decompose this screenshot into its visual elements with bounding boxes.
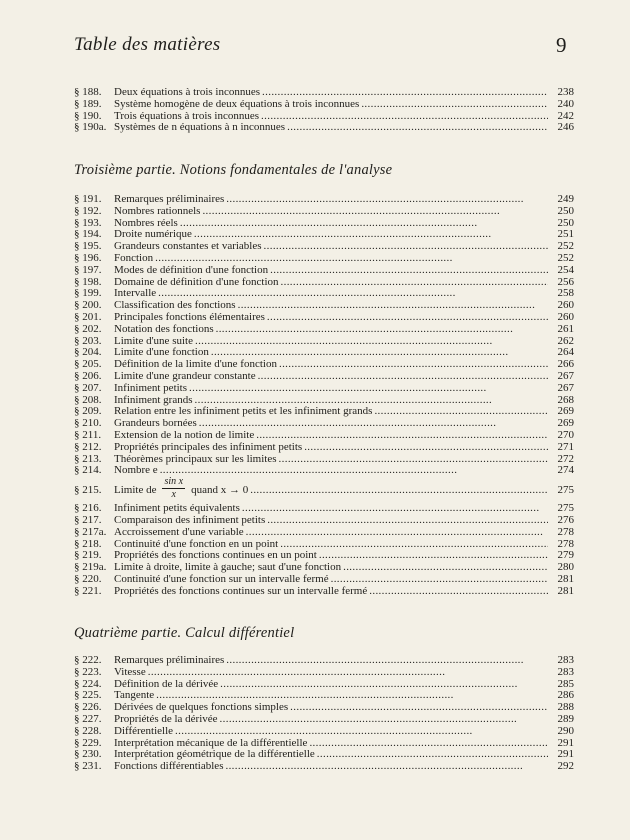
page-ref: 267 — [557, 381, 574, 394]
part-three-title: Troisième partie. Notions fondamentales de l'analyse — [74, 162, 393, 178]
section-number: § 206. — [74, 369, 102, 382]
page-number: 9 — [556, 33, 567, 57]
section-number: § 193. — [74, 216, 102, 229]
entry-title: Propriétés de la dérivée — [114, 712, 218, 725]
toc-entry — [74, 371, 574, 383]
entry-title: Nombres rationnels — [114, 204, 201, 217]
entry-title: Fonction — [114, 251, 154, 264]
entry-title: Interprétation géométrique de la différentielle — [114, 748, 315, 761]
entry-title: Limite d'une fonction — [114, 346, 209, 359]
entry-title: Accroissement d'une variable — [114, 525, 244, 538]
entry-title: Grandeurs bornées — [114, 417, 197, 430]
toc-entry — [74, 527, 574, 539]
leader-dots — [160, 465, 548, 477]
toc-entry — [74, 265, 574, 277]
page-ref: 275 — [557, 502, 574, 515]
section-number: § 229. — [74, 736, 102, 749]
page-ref: 242 — [557, 109, 574, 122]
entry-title: Limite d'une grandeur constante — [114, 369, 256, 382]
entry-title: Extension de la notion de limite — [114, 428, 255, 441]
entry-title: Dérivées de quelques fonctions simples — [114, 701, 289, 714]
page-header-title: Table des matières — [74, 34, 221, 55]
leader-dots — [287, 122, 548, 134]
page-ref: 288 — [557, 701, 574, 714]
entry-title: Interprétation mécanique de la différentielle — [114, 736, 308, 749]
leader-dots — [189, 383, 548, 395]
page-ref: 268 — [557, 393, 574, 406]
entry-title: Vitesse — [114, 665, 146, 678]
page-ref: 269 — [557, 405, 574, 418]
leader-dots — [220, 679, 548, 691]
page-ref: 278 — [557, 537, 574, 550]
section-number: § 192. — [74, 204, 102, 217]
page-ref: 291 — [557, 748, 574, 761]
entry-title: Définition de la limite d'une fonction — [114, 358, 277, 371]
page-ref: 250 — [557, 216, 574, 229]
entry-title: Limite d'une suite — [114, 334, 193, 347]
toc-entry — [74, 206, 574, 218]
page-ref: 283 — [557, 665, 574, 678]
leader-dots — [309, 738, 548, 750]
page-ref: 270 — [557, 428, 574, 441]
leader-dots — [195, 336, 548, 348]
toc-entry — [74, 477, 574, 503]
entry-title: Infiniment petits équivalents — [114, 502, 240, 515]
page-ref: 271 — [557, 440, 574, 453]
section-number: § 201. — [74, 310, 102, 323]
section-number: § 218. — [74, 537, 102, 550]
entry-title: Notation des fonctions — [114, 322, 214, 335]
section-number: § 199. — [74, 287, 102, 300]
section-number: § 226. — [74, 701, 102, 714]
entry-title: Définition de la dérivée — [114, 677, 219, 690]
entry-title: Tangente — [114, 689, 155, 702]
page-ref: 280 — [557, 561, 574, 574]
leader-dots — [175, 726, 548, 738]
page-ref: 250 — [557, 204, 574, 217]
page-ref: 272 — [557, 452, 574, 465]
page-ref: 274 — [557, 464, 574, 477]
toc-entry — [74, 574, 574, 586]
entry-title: Infiniment petits — [114, 381, 188, 394]
entry-title: Principales fonctions élémentaires — [114, 310, 265, 323]
section-number: § 211. — [74, 428, 102, 441]
page-ref: 266 — [557, 358, 574, 371]
leader-dots — [331, 574, 548, 586]
entry-title: Deux équations à trois inconnues — [114, 86, 261, 98]
page-ref: 286 — [557, 689, 574, 702]
leader-dots — [261, 111, 548, 123]
leader-dots — [281, 277, 549, 289]
leader-dots — [279, 454, 548, 466]
section-number: § 214. — [74, 464, 102, 477]
leader-dots — [155, 253, 548, 265]
leader-dots — [317, 749, 548, 761]
toc-entry — [74, 253, 574, 265]
leader-dots — [280, 539, 548, 551]
entry-title: Classification des fonctions — [114, 299, 236, 312]
section-number: § 207. — [74, 381, 102, 394]
section-number: § 190. — [74, 109, 102, 122]
section-number: § 221. — [74, 584, 102, 597]
toc-entry — [74, 667, 574, 679]
section-number: § 217. — [74, 513, 102, 526]
section-number: § 219a. — [74, 561, 107, 574]
section-number: § 230. — [74, 748, 102, 761]
leader-dots — [279, 359, 548, 371]
entry-title: Fonctions différentiables — [114, 760, 224, 773]
leader-dots — [290, 702, 548, 714]
section-number: § 209. — [74, 405, 102, 418]
section-number: § 208. — [74, 393, 102, 406]
entry-title: Trois équations à trois inconnues — [114, 109, 260, 122]
entry-title: Propriétés des fonctions continues sur un intervalle fermé — [114, 584, 368, 597]
leader-dots — [180, 218, 548, 230]
section-number: § 212. — [74, 440, 102, 453]
toc-entry — [74, 726, 574, 738]
leader-dots — [220, 714, 548, 726]
entry-title: Systèmes de n équations à n inconnues — [114, 121, 286, 134]
leader-dots — [258, 371, 548, 383]
toc-entry — [74, 312, 574, 324]
leader-dots — [256, 430, 548, 442]
leader-dots — [226, 194, 548, 206]
page-ref: 246 — [557, 121, 574, 134]
entry-title: Relation entre les infiniment petits et les infiniment grands — [114, 405, 373, 418]
entry-title: Différentielle — [114, 724, 174, 737]
fraction-numerator: sin x — [164, 476, 184, 488]
page-ref: 283 — [557, 654, 574, 666]
section-number: § 202. — [74, 322, 102, 335]
section-number: § 223. — [74, 665, 102, 678]
toc-entry — [74, 586, 574, 598]
entry-title: Nombres réels — [114, 216, 178, 229]
toc-part-three — [74, 194, 574, 598]
page-ref: 278 — [557, 525, 574, 538]
section-number: § 205. — [74, 358, 102, 371]
entry-title: Propriétés principales des infiniment petits — [114, 440, 303, 453]
leader-dots — [343, 562, 548, 574]
page-ref: 256 — [557, 275, 574, 288]
entry-title-prefix: Limite de — [114, 484, 157, 497]
fraction — [162, 477, 185, 500]
page-ref: 289 — [557, 712, 574, 725]
page-ref: 292 — [557, 760, 574, 773]
section-number: § 200. — [74, 299, 102, 312]
leader-dots — [226, 655, 548, 667]
page-ref: 281 — [557, 584, 574, 597]
page-ref: 267 — [557, 369, 574, 382]
toc-entry — [74, 465, 574, 477]
leader-dots — [270, 265, 548, 277]
entry-title: Grandeurs constantes et variables — [114, 240, 262, 253]
leader-dots — [202, 206, 548, 218]
page-ref: 269 — [557, 417, 574, 430]
section-number: § 191. — [74, 193, 102, 205]
section-number: § 231. — [74, 760, 102, 773]
toc-entry — [74, 430, 574, 442]
page-ref: 258 — [557, 287, 574, 300]
page-ref: 279 — [557, 549, 574, 562]
leader-dots — [242, 503, 548, 515]
page-ref: 252 — [557, 240, 574, 253]
section-number: § 224. — [74, 677, 102, 690]
part-four-title: Quatrième partie. Calcul différentiel — [74, 625, 295, 641]
entry-title: Intervalle — [114, 287, 157, 300]
leader-dots — [148, 667, 548, 679]
leader-dots — [246, 527, 548, 539]
page-ref: 251 — [557, 228, 574, 241]
page-ref: 285 — [557, 677, 574, 690]
page-ref: 291 — [557, 736, 574, 749]
toc-group-algebra — [74, 87, 574, 134]
section-number: § 227. — [74, 712, 102, 725]
page-ref: 276 — [557, 513, 574, 526]
section-number: § 198. — [74, 275, 102, 288]
section-number: § 220. — [74, 572, 102, 585]
toc-entry — [74, 324, 574, 336]
page-ref: 260 — [557, 310, 574, 323]
page-ref: 290 — [557, 724, 574, 737]
page-ref: 275 — [557, 484, 574, 497]
leader-dots — [304, 442, 548, 454]
section-number: § 216. — [74, 502, 102, 515]
toc-entry — [74, 714, 574, 726]
section-number: § 196. — [74, 251, 102, 264]
page-ref: 281 — [557, 572, 574, 585]
entry-title: Système homogène de deux équations à trois inconnues — [114, 97, 360, 110]
entry-title-suffix: quand x → 0 — [191, 484, 249, 497]
toc-entry — [74, 122, 574, 134]
entry-title: Nombre e — [114, 464, 158, 477]
entry-title: Droite numérique — [114, 228, 192, 241]
leader-dots — [238, 300, 548, 312]
leader-dots — [319, 550, 548, 562]
section-number: § 203. — [74, 334, 102, 347]
entry-title: Remarques préliminaires — [114, 654, 225, 666]
leader-dots — [216, 324, 548, 336]
page-ref: 261 — [557, 322, 574, 335]
toc-entry — [74, 655, 574, 667]
page-ref: 249 — [557, 193, 574, 205]
entry-title: Infiniment grands — [114, 393, 193, 406]
entry-title — [114, 477, 248, 503]
toc-part-four — [74, 655, 574, 773]
entry-title: Théorèmes principaux sur les limites — [114, 452, 277, 465]
section-number: § 225. — [74, 689, 102, 702]
leader-dots — [361, 99, 548, 111]
fraction-denominator: x — [171, 489, 176, 501]
leader-dots — [225, 761, 548, 773]
leader-dots — [264, 241, 548, 253]
page-ref: 262 — [557, 334, 574, 347]
leader-dots — [267, 515, 548, 527]
leader-dots — [369, 586, 548, 598]
section-number: § 215. — [74, 484, 102, 497]
entry-title: Remarques préliminaires — [114, 193, 225, 205]
section-number: § 213. — [74, 452, 102, 465]
entry-title: Propriétés des fonctions continues en un point — [114, 549, 317, 562]
leader-dots — [374, 406, 548, 418]
entry-title: Comparaison des infiniment petits — [114, 513, 266, 526]
toc-entry — [74, 383, 574, 395]
page-ref: 252 — [557, 251, 574, 264]
toc-entry — [74, 515, 574, 527]
section-number: § 190a. — [74, 121, 107, 134]
toc-entry — [74, 761, 574, 773]
page-ref: 240 — [557, 97, 574, 110]
toc-entry — [74, 99, 574, 111]
section-number: § 228. — [74, 724, 102, 737]
entry-title: Domaine de définition d'une fonction — [114, 275, 279, 288]
leader-dots — [267, 312, 548, 324]
section-number: § 197. — [74, 263, 102, 276]
section-number: § 217a. — [74, 525, 107, 538]
section-number: § 219. — [74, 549, 102, 562]
section-number: § 188. — [74, 86, 102, 98]
section-number: § 194. — [74, 228, 102, 241]
entry-title: Modes de définition d'une fonction — [114, 263, 269, 276]
page-ref: 260 — [557, 299, 574, 312]
leader-dots — [250, 477, 548, 503]
toc-entry — [74, 442, 574, 454]
section-number: § 210. — [74, 417, 102, 430]
page-ref: 254 — [557, 263, 574, 276]
section-number: § 204. — [74, 346, 102, 359]
entry-title: Limite à droite, limite à gauche; saut d'une fonction — [114, 561, 342, 574]
entry-title: Continuité d'une fonction sur un intervalle fermé — [114, 572, 329, 585]
page-ref: 238 — [557, 86, 574, 98]
entry-title: Continuité d'une fonction en un point — [114, 537, 279, 550]
page-ref: 264 — [557, 346, 574, 359]
section-number: § 195. — [74, 240, 102, 253]
section-number: § 222. — [74, 654, 102, 666]
section-number: § 189. — [74, 97, 102, 110]
